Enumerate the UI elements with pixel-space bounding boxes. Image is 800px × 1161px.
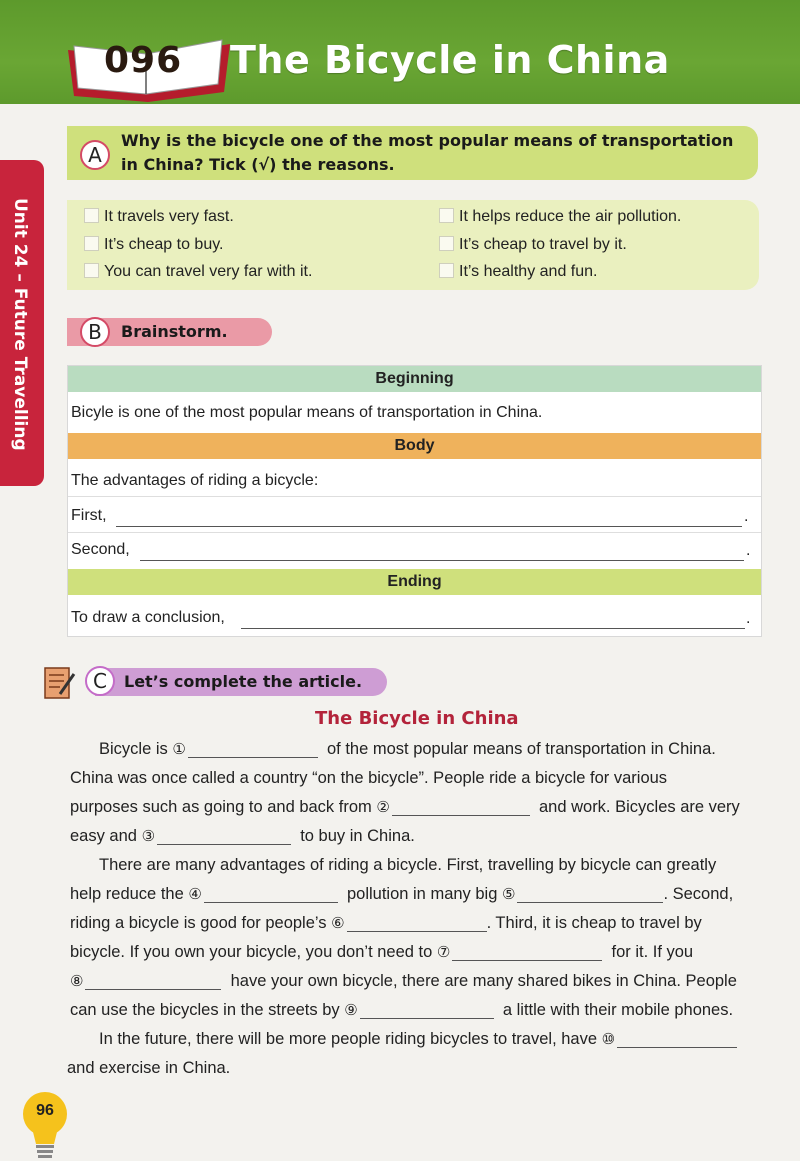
article-text: help reduce the [70,885,189,903]
section-a-question-line-1: Why is the bicycle one of the most popular means of transportation [121,131,734,150]
option-item[interactable] [439,263,597,281]
article-text: for it. If you [611,943,694,961]
article-text: There are many advantages of riding a bicycle. First, travelling by bicycle can greatly [99,856,717,874]
article-text: Bicycle is [99,740,173,758]
brainstorm-table [67,365,762,637]
page-title: The Bicycle in China [230,38,670,82]
article-text: China was once called a country “on the bicycle”. People ride a bicycle for various [70,769,668,787]
checkbox[interactable] [84,236,99,251]
second-answer-line[interactable] [140,560,744,561]
article-line [99,856,716,875]
lesson-number: 096 [104,40,183,81]
article-line [70,972,737,991]
period: . [746,542,751,559]
first-answer-line[interactable] [116,526,742,527]
option-label: It travels very fast. [104,208,234,225]
section-a-badge: A [80,140,110,170]
option-label: It’s healthy and fun. [459,263,598,280]
option-label: You can travel very far with it. [104,263,313,280]
article-line [99,740,716,759]
answer-blank[interactable] [360,1001,494,1019]
period: . [746,610,751,627]
period: . [744,508,749,525]
article-text: pollution in many big [346,885,502,903]
divider [68,532,761,533]
second-label: Second, [71,541,130,558]
checkbox[interactable] [84,263,99,278]
article-line [67,1059,230,1078]
body-header: Body [68,433,761,459]
option-label: It helps reduce the air pollution. [459,208,682,225]
answer-blank[interactable] [85,972,221,990]
page-number: 96 [36,1102,54,1119]
article-text: . Third, it is cheap to travel by [486,914,702,932]
answer-blank[interactable] [347,914,487,932]
option-item[interactable] [84,236,223,254]
checkbox[interactable] [439,236,454,251]
answer-blank[interactable] [517,885,663,903]
article-text: to buy in China. [300,827,415,845]
article-text: a little with their mobile phones. [502,1001,734,1019]
article-title: The Bicycle in China [315,708,519,729]
option-item[interactable] [84,208,234,226]
article-text: can use the bicycles in the streets by [70,1001,345,1019]
checkbox[interactable] [84,208,99,223]
article-text: purposes such as going to and back from [70,798,377,816]
first-label: First, [71,507,107,524]
article-line [70,769,667,788]
article-text: riding a bicycle is good for people’s [70,914,332,932]
ending-label: To draw a conclusion, [71,609,225,626]
article-line [70,1001,733,1020]
article-line [70,885,733,904]
blank-number: ④ [188,885,202,903]
unit-label: Unit 24 – Future Travelling [10,198,30,451]
article-text: have your own bicycle, there are many shared bikes in China. People [230,972,737,990]
beginning-text: Bicyle is one of the most popular means of transportation in China. [71,404,543,421]
blank-number: ② [376,798,390,816]
option-item[interactable] [439,208,681,226]
option-item[interactable] [84,263,312,281]
article-line [99,1030,737,1049]
conclusion-answer-line[interactable] [241,628,745,629]
checkbox[interactable] [439,263,454,278]
article-text: In the future, there will be more people riding bicycles to travel, have [99,1030,602,1048]
article-text: of the most popular means of transportation in China. [326,740,716,758]
option-label: It’s cheap to buy. [104,236,224,253]
answer-blank[interactable] [617,1030,737,1048]
article-text: bicycle. If you own your bicycle, you don’t need to [70,943,437,961]
blank-number: ⑩ [601,1030,616,1048]
answer-blank[interactable] [157,827,291,845]
option-item[interactable] [439,236,627,254]
article-line [70,943,693,962]
blank-number: ⑤ [501,885,516,903]
blank-number: ⑧ [70,972,84,990]
article-text: easy and [70,827,142,845]
article-text: and exercise in China. [67,1059,231,1077]
blank-number: ⑨ [344,1001,358,1019]
article-line [70,827,415,846]
section-b-badge: B [80,317,110,347]
divider [68,496,761,497]
article-line [70,914,702,933]
article-text: . Second, [663,885,734,903]
article-line [70,798,740,817]
notebook-pencil-icon [44,664,76,700]
blank-number: ⑥ [331,914,345,932]
body-intro: The advantages of riding a bicycle: [71,472,319,489]
checkbox[interactable] [439,208,454,223]
section-a-question-line-2: in China? Tick (√) the reasons. [121,155,395,174]
blank-number: ⑦ [436,943,451,961]
section-b-label: Brainstorm. [121,322,228,341]
section-c-badge: C [85,666,115,696]
option-label: It’s cheap to travel by it. [459,236,627,253]
blank-number: ① [172,740,186,758]
answer-blank[interactable] [204,885,338,903]
answer-blank[interactable] [452,943,602,961]
answer-blank[interactable] [392,798,530,816]
answer-blank[interactable] [188,740,318,758]
article-text: and work. Bicycles are very [538,798,740,816]
blank-number: ③ [141,827,156,845]
beginning-header: Beginning [68,366,761,392]
section-c-label: Let’s complete the article. [124,672,363,691]
ending-header: Ending [68,569,761,595]
